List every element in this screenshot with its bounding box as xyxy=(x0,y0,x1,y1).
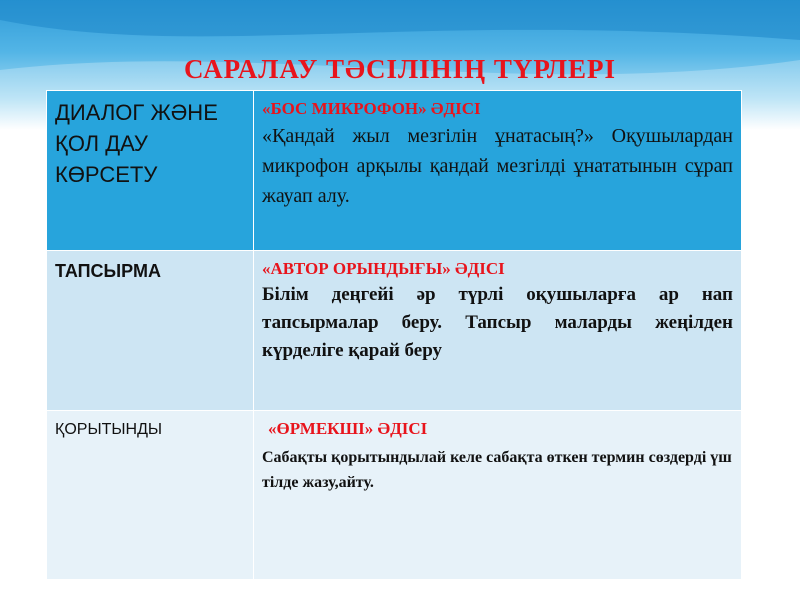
row-label-cell xyxy=(47,411,254,580)
methods-table xyxy=(46,90,742,580)
row-content-cell xyxy=(254,411,742,580)
row-label: ТАПСЫРМА xyxy=(55,261,161,281)
method-title: «АВТОР ОРЫНДЫҒЫ» ӘДІСІ xyxy=(262,259,505,278)
method-description: Сабақты қорытындылай келе сабақта өткен термин сөздерді үш тілде жазу,айту. xyxy=(262,449,732,491)
table-row xyxy=(47,91,742,251)
row-label-cell xyxy=(47,251,254,411)
method-description: «Қандай жыл мезгілін ұнатасың?» Оқушылардан микрофон арқылы қандай мезгілді ұнататынын сұрап жауап алу. xyxy=(262,125,733,207)
row-label-cell xyxy=(47,91,254,251)
row-label: ҚОРЫТЫНДЫ xyxy=(55,421,163,438)
row-label: ДИАЛОГ ЖӘНЕ ҚОЛ ДАУ КӨРСЕТУ xyxy=(55,100,218,187)
table-row xyxy=(47,411,742,580)
row-content-cell xyxy=(254,91,742,251)
method-description: Білім деңгейі әр түрлі оқушыларға ар нап тапсырмалар беру. Тапсыр маларды жеңілден күрделіге қарай беру xyxy=(262,284,733,361)
page-title: САРАЛАУ ТӘСІЛІНІҢ ТҮРЛЕРІ xyxy=(184,54,616,84)
method-title: «ӨРМЕКШІ» ӘДІСІ xyxy=(268,419,428,438)
table-row xyxy=(47,251,742,411)
method-title: «БОС МИКРОФОН» ӘДІСІ xyxy=(262,99,481,118)
row-content-cell xyxy=(254,251,742,411)
